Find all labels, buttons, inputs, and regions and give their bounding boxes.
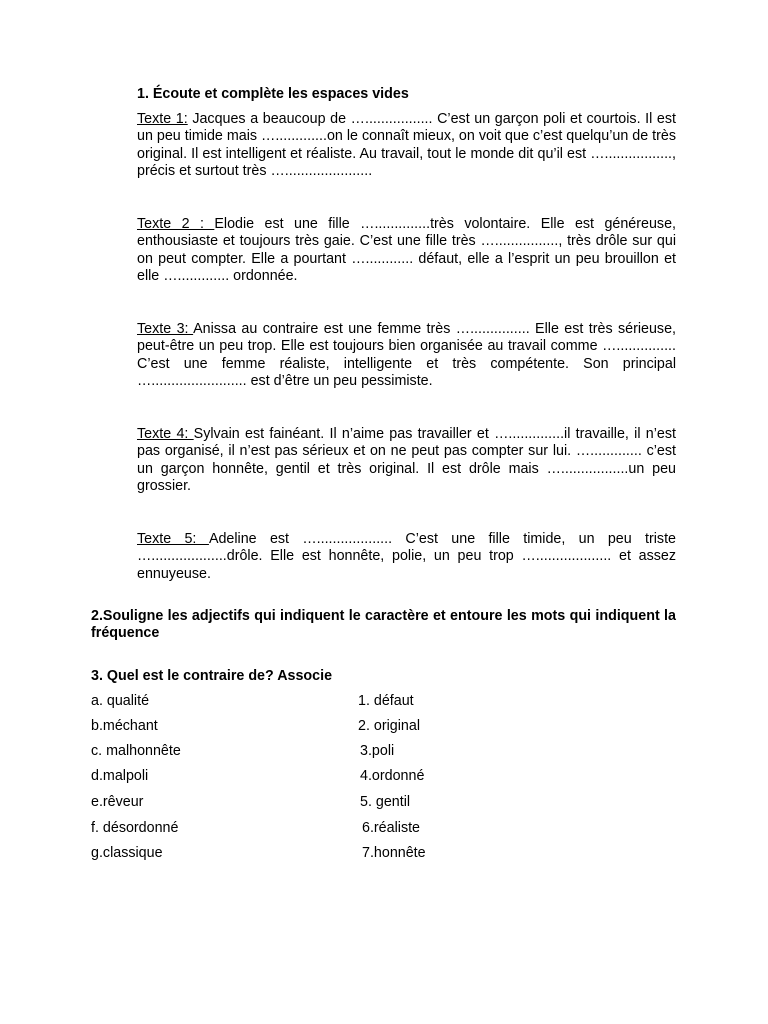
texte-label: Texte 2 :: [137, 216, 215, 232]
texte-2: [137, 216, 676, 285]
left-item: c. malhonnête: [91, 743, 181, 759]
texte-body: Anissa au contraire est une femme très …............... Elle est très sérieuse, peut-être un peu trop. Elle est toujours bien organisée au travail comme …............... C’est une femme réaliste, intelligente et très compétente. Son principal …........................ est d’être un peu pessimiste.: [137, 321, 677, 389]
texte-1: [137, 111, 676, 180]
texte-label: Texte 4:: [137, 426, 194, 442]
texte-body: Jacques a beaucoup de …................. C’est un garçon poli et courtois. Il est un peu timide mais ….............on le connaît mieux, on voit que c’est quelqu’un de très original. Il est intelligent et réaliste. Au travail, tout le monde dit qu’il est …................., précis et surtout très …......................: [137, 111, 676, 179]
left-item: e.rêveur: [91, 794, 144, 810]
section1-title: 1. Écoute et complète les espaces vides: [137, 86, 409, 102]
left-item: f. désordonné: [91, 820, 179, 836]
left-item: g.classique: [91, 845, 163, 861]
texte-4: [137, 426, 676, 495]
right-item: 4.ordonné: [360, 768, 425, 784]
right-item: 5. gentil: [360, 794, 411, 810]
left-item: b.méchant: [91, 718, 158, 734]
left-item: d.malpoli: [91, 768, 149, 784]
texte-label: Texte 1:: [137, 111, 188, 127]
left-item: a. qualité: [91, 693, 150, 709]
right-item: 3.poli: [360, 743, 395, 759]
texte-label: Texte 3:: [137, 321, 194, 337]
texte-label: Texte 5:: [137, 531, 209, 547]
right-item: 7.honnête: [362, 845, 426, 861]
section2-title: 2.Souligne les adjectifs qui indiquent le caractère et entoure les mots qui indiquent la fréquence: [91, 608, 676, 642]
texte-body: Sylvain est fainéant. Il n’aime pas travailler et …..............il travaille, il n’est pas organisé, il n’est pas sérieux et on ne peut pas compter sur lui. …............. c’est un garçon honnête, gentil et très original. Il est drôle mais ….................un peu grossier.: [137, 426, 677, 494]
right-item: 6.réaliste: [362, 820, 421, 836]
section3-title: 3. Quel est le contraire de? Associe: [91, 668, 333, 684]
texte-body: Adeline est …................... C’est une fille timide, un peu triste …...................drôle. Elle est honnête, polie, un peu trop …................... et assez ennuyeuse.: [137, 531, 677, 582]
texte-body: Elodie est une fille …..............très volontaire. Elle est généreuse, enthousiaste et toujours très gaie. C’est une fille très …................, très drôle sur qui on peut compter. Elle a pourtant …............ défaut, elle a l’esprit un peu brouillon et elle …............. ordonnée.: [137, 216, 676, 284]
right-item: 2. original: [358, 718, 420, 734]
texte-5: [137, 531, 676, 583]
texte-3: [137, 321, 676, 390]
right-item: 1. défaut: [358, 693, 414, 709]
